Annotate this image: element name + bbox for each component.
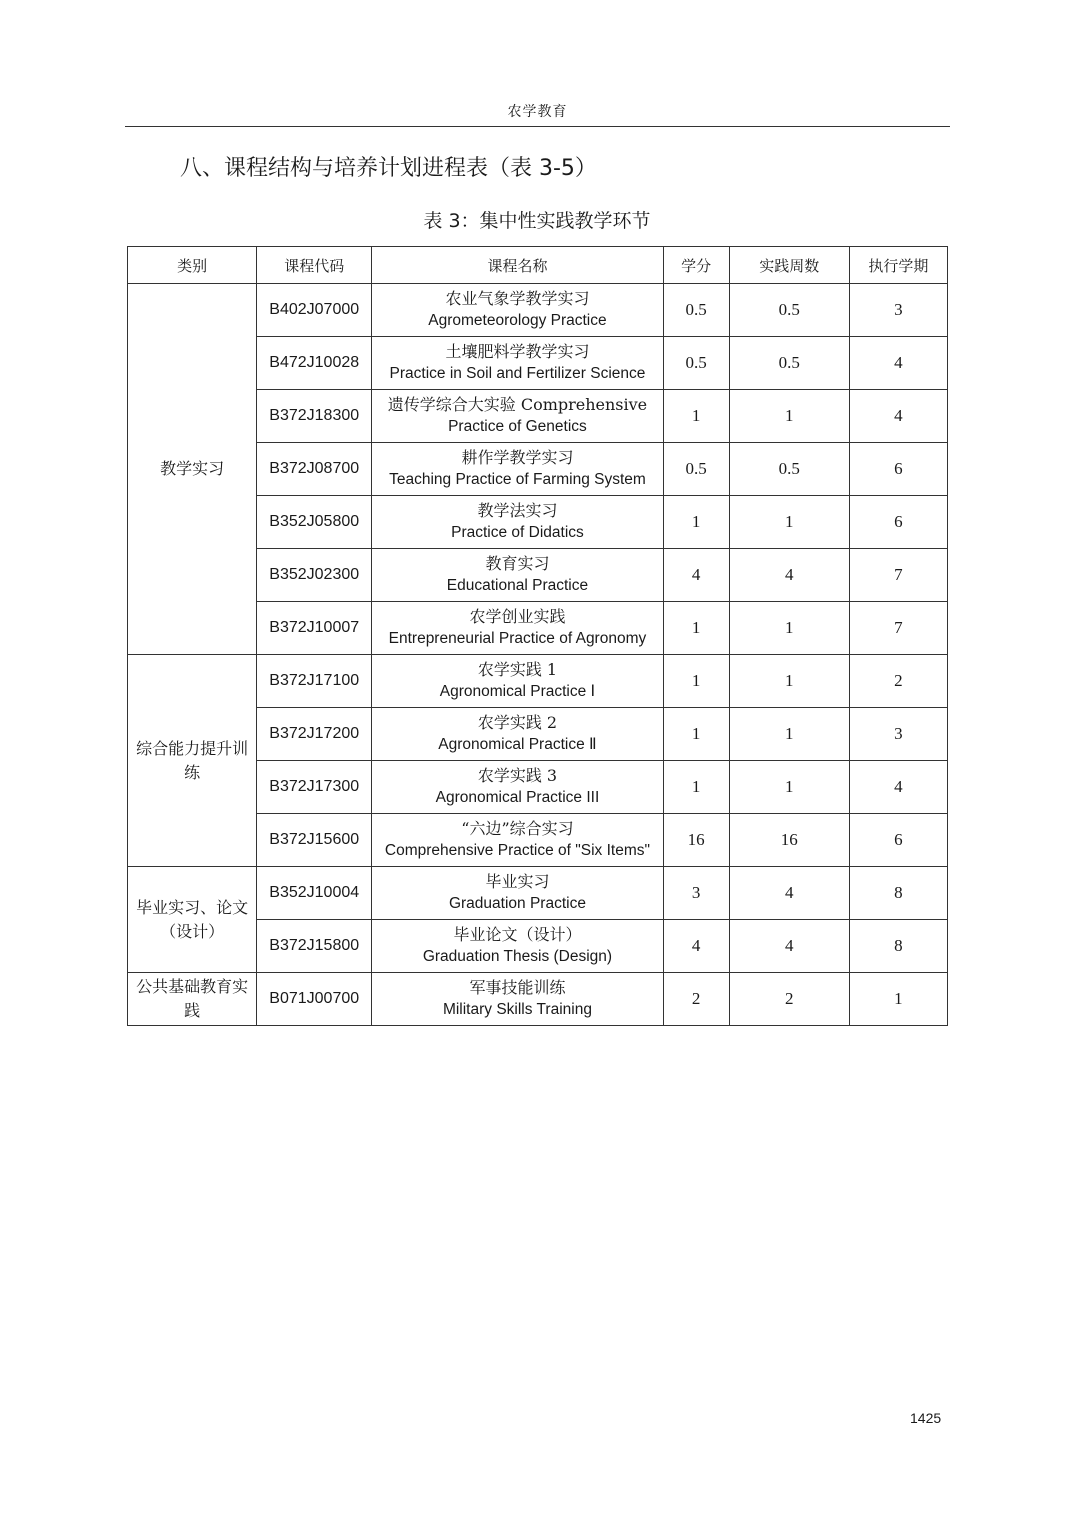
column-header-semester: 执行学期 — [849, 247, 947, 284]
table-caption: 表 3：集中性实践教学环节 — [423, 210, 651, 232]
running-header: 农学教育 — [125, 100, 950, 127]
credit-cell: 0.5 — [663, 443, 729, 496]
course-name-chinese: 毕业实习 — [485, 872, 550, 891]
semester-cell: 7 — [849, 549, 947, 602]
course-name-english: Agronomical Practice Ⅰ — [439, 683, 596, 700]
weeks-cell: 16 — [729, 814, 849, 867]
category-label: 公共基础教育实践 — [136, 977, 249, 1020]
credit-cell: 1 — [663, 496, 729, 549]
course-name-cell — [372, 761, 663, 814]
weeks-cell: 4 — [729, 920, 849, 973]
category-label: 教学实习 — [160, 459, 225, 478]
course-code-cell: B372J08700 — [257, 443, 372, 496]
course-name-english: Practice of Didatics — [451, 524, 584, 541]
course-code-cell: B372J10007 — [257, 602, 372, 655]
course-name-chinese: 教学法实习 — [477, 501, 558, 520]
weeks-cell: 0.5 — [729, 284, 849, 337]
course-code-cell: B071J00700 — [257, 973, 372, 1026]
credit-cell: 1 — [663, 390, 729, 443]
category-label: 综合能力提升训练 — [136, 738, 249, 782]
weeks-cell: 1 — [729, 655, 849, 708]
course-code-cell: B372J17100 — [257, 655, 372, 708]
course-code-cell: B402J07000 — [257, 284, 372, 337]
course-name-english: Agronomical Practice Ⅱ — [438, 736, 597, 753]
course-name-english: Teaching Practice of Farming System — [389, 471, 646, 488]
weeks-cell: 1 — [729, 761, 849, 814]
course-code-cell: B372J18300 — [257, 390, 372, 443]
table-row — [128, 973, 948, 1026]
category-cell — [128, 867, 257, 973]
credit-cell: 1 — [663, 761, 729, 814]
course-code-cell: B472J10028 — [257, 337, 372, 390]
course-name-chinese: 农学实践 1 — [477, 660, 558, 679]
column-header-name: 课程名称 — [372, 247, 663, 284]
category-cell — [128, 284, 257, 655]
category-label: 毕业实习、论文（设计） — [136, 897, 249, 941]
section-title: 八、课程结构与培养计划进程表（表 3-5） — [180, 156, 597, 181]
table-row — [128, 284, 948, 337]
table-header-row — [128, 247, 948, 284]
course-name-english: Entrepreneurial Practice of Agronomy — [388, 630, 647, 647]
credit-cell: 0.5 — [663, 337, 729, 390]
course-name-cell — [372, 655, 663, 708]
course-name-cell — [372, 496, 663, 549]
credit-cell: 0.5 — [663, 284, 729, 337]
semester-cell: 8 — [849, 867, 947, 920]
course-name-chinese: 土壤肥料学教学实习 — [445, 342, 590, 361]
credit-cell: 16 — [663, 814, 729, 867]
column-header-code: 课程代码 — [257, 247, 372, 284]
practice-table — [127, 246, 948, 1026]
semester-cell: 4 — [849, 761, 947, 814]
course-name-chinese: 农业气象学教学实习 — [445, 289, 590, 308]
course-name-cell — [372, 549, 663, 602]
credit-cell: 1 — [663, 655, 729, 708]
semester-cell: 1 — [849, 973, 947, 1026]
weeks-cell: 4 — [729, 549, 849, 602]
course-code-cell: B352J02300 — [257, 549, 372, 602]
semester-cell: 8 — [849, 920, 947, 973]
semester-cell: 4 — [849, 390, 947, 443]
course-code-cell: B352J10004 — [257, 867, 372, 920]
column-header-weeks: 实践周数 — [729, 247, 849, 284]
course-name-english: Graduation Thesis (Design) — [422, 948, 613, 965]
table-body — [128, 284, 948, 1026]
course-name-english: Agronomical Practice III — [435, 789, 600, 806]
weeks-cell: 1 — [729, 496, 849, 549]
weeks-cell: 2 — [729, 973, 849, 1026]
course-name-cell — [372, 920, 663, 973]
course-code-cell: B372J17300 — [257, 761, 372, 814]
course-name-english: Practice of Genetics — [448, 418, 587, 435]
course-name-cell — [372, 390, 663, 443]
credit-cell: 3 — [663, 867, 729, 920]
course-name-cell — [372, 867, 663, 920]
weeks-cell: 0.5 — [729, 337, 849, 390]
semester-cell: 7 — [849, 602, 947, 655]
credit-cell: 1 — [663, 708, 729, 761]
course-name-cell — [372, 337, 663, 390]
course-name-cell — [372, 708, 663, 761]
course-name-chinese: 农学实践 2 — [477, 713, 558, 732]
credit-cell: 4 — [663, 549, 729, 602]
course-code-cell: B352J05800 — [257, 496, 372, 549]
course-name-chinese: 毕业论文（设计） — [453, 925, 582, 944]
course-name-chinese: 军事技能训练 — [469, 978, 566, 997]
course-name-english: Military Skills Training — [442, 1001, 592, 1018]
credit-cell: 1 — [663, 602, 729, 655]
weeks-cell: 0.5 — [729, 443, 849, 496]
category-cell — [128, 655, 257, 867]
table-row — [128, 655, 948, 708]
course-name-english: Agrometeorology Practice — [428, 312, 607, 329]
course-name-english: Practice in Soil and Fertilizer Science — [389, 365, 646, 382]
course-name-english: Graduation Practice — [448, 895, 586, 912]
weeks-cell: 1 — [729, 708, 849, 761]
semester-cell: 4 — [849, 337, 947, 390]
weeks-cell: 4 — [729, 867, 849, 920]
semester-cell: 6 — [849, 443, 947, 496]
course-name-chinese: 农学实践 3 — [477, 766, 558, 785]
course-name-cell — [372, 284, 663, 337]
weeks-cell: 1 — [729, 390, 849, 443]
course-name-cell — [372, 814, 663, 867]
course-code-cell: B372J15800 — [257, 920, 372, 973]
semester-cell: 3 — [849, 708, 947, 761]
course-name-chinese: “六边”综合实习 — [461, 819, 574, 838]
column-header-credit: 学分 — [663, 247, 729, 284]
semester-cell: 3 — [849, 284, 947, 337]
semester-cell: 6 — [849, 496, 947, 549]
course-name-english: Educational Practice — [446, 577, 589, 594]
course-name-chinese: 农学创业实践 — [469, 607, 566, 626]
course-name-cell — [372, 602, 663, 655]
credit-cell: 4 — [663, 920, 729, 973]
credit-cell: 2 — [663, 973, 729, 1026]
semester-cell: 6 — [849, 814, 947, 867]
course-name-cell — [372, 973, 663, 1026]
course-name-cell — [372, 443, 663, 496]
course-code-cell: B372J15600 — [257, 814, 372, 867]
category-cell — [128, 973, 257, 1026]
column-header-category: 类别 — [128, 247, 257, 284]
course-name-chinese: 教育实习 — [485, 554, 550, 573]
course-code-cell: B372J17200 — [257, 708, 372, 761]
course-name-chinese: 耕作学教学实习 — [461, 448, 574, 467]
page-number: 1425 — [910, 1410, 942, 1426]
weeks-cell: 1 — [729, 602, 849, 655]
course-name-chinese: 遗传学综合大实验 Comprehensive — [387, 395, 648, 414]
table-row — [128, 867, 948, 920]
course-name-english: Comprehensive Practice of "Six Items" — [384, 842, 651, 859]
semester-cell: 2 — [849, 655, 947, 708]
